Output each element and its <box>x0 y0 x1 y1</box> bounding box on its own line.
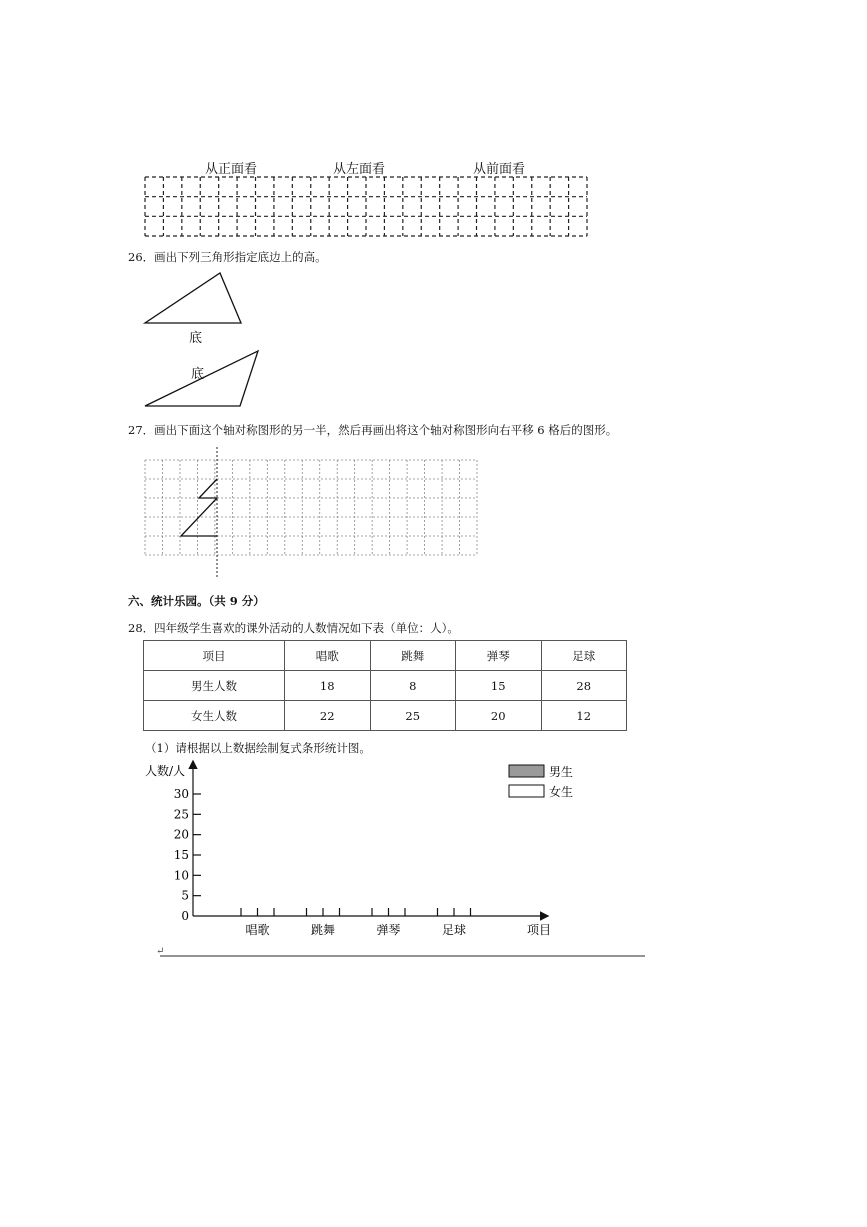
table-cell: 20 <box>456 701 542 731</box>
view-label-front: 从正面看 <box>205 162 258 177</box>
legend-label: 女生 <box>549 785 574 799</box>
table-cell: 8 <box>370 671 456 701</box>
y-tick-label: 25 <box>173 807 189 822</box>
y-tick-label: 30 <box>173 787 189 801</box>
x-category-label: 跳舞 <box>310 923 336 937</box>
table-cell: 女生人数 <box>144 701 285 731</box>
table-cell: 跳舞 <box>370 641 456 671</box>
y-tick-label: 20 <box>173 827 189 842</box>
y-tick-label: 5 <box>181 888 189 903</box>
table-cell: 18 <box>285 671 371 701</box>
y-tick-label: 10 <box>173 868 189 883</box>
question-26: 26．画出下列三角形指定底边上的高。 <box>128 250 327 264</box>
triangle-2-base-label: 底 <box>191 367 205 382</box>
section-6-title: 六、统计乐园。（共 9 分） <box>128 594 265 608</box>
view-label-front-side: 从前面看 <box>473 162 526 177</box>
x-category-label: 足球 <box>441 923 467 937</box>
x-category-label: 唱歌 <box>245 923 270 937</box>
triangle-1-base-label: 底 <box>189 331 203 346</box>
table-cell: 项目 <box>144 641 285 671</box>
table-cell: 15 <box>456 671 542 701</box>
table-cell: 12 <box>541 701 627 731</box>
table-cell: 弹琴 <box>456 641 542 671</box>
view-label-left: 从左面看 <box>333 162 386 177</box>
y-tick-label: 0 <box>181 909 189 923</box>
x-category-label: 弹琴 <box>376 923 401 937</box>
paragraph-mark: ↵ <box>156 946 165 957</box>
table-cell: 28 <box>541 671 627 701</box>
legend-label: 男生 <box>549 765 574 779</box>
table-cell: 男生人数 <box>144 671 285 701</box>
table-cell: 25 <box>370 701 456 731</box>
question-28: 28．四年级学生喜欢的课外活动的人数情况如下表（单位：人）。 <box>128 621 459 635</box>
question-27: 27．画出下面这个轴对称图形的另一半，然后再画出将这个轴对称图形向右平移 6 格后的图形。 <box>128 423 618 437</box>
y-tick-label: 15 <box>173 848 189 862</box>
table-cell: 足球 <box>541 641 627 671</box>
table-cell: 22 <box>285 701 371 731</box>
sub-question-1: （1）请根据以上数据绘制复式条形统计图。 <box>145 741 371 755</box>
y-axis-label: 人数/人 <box>145 764 186 778</box>
table-cell: 唱歌 <box>285 641 371 671</box>
x-axis-label: 项目 <box>527 923 552 937</box>
